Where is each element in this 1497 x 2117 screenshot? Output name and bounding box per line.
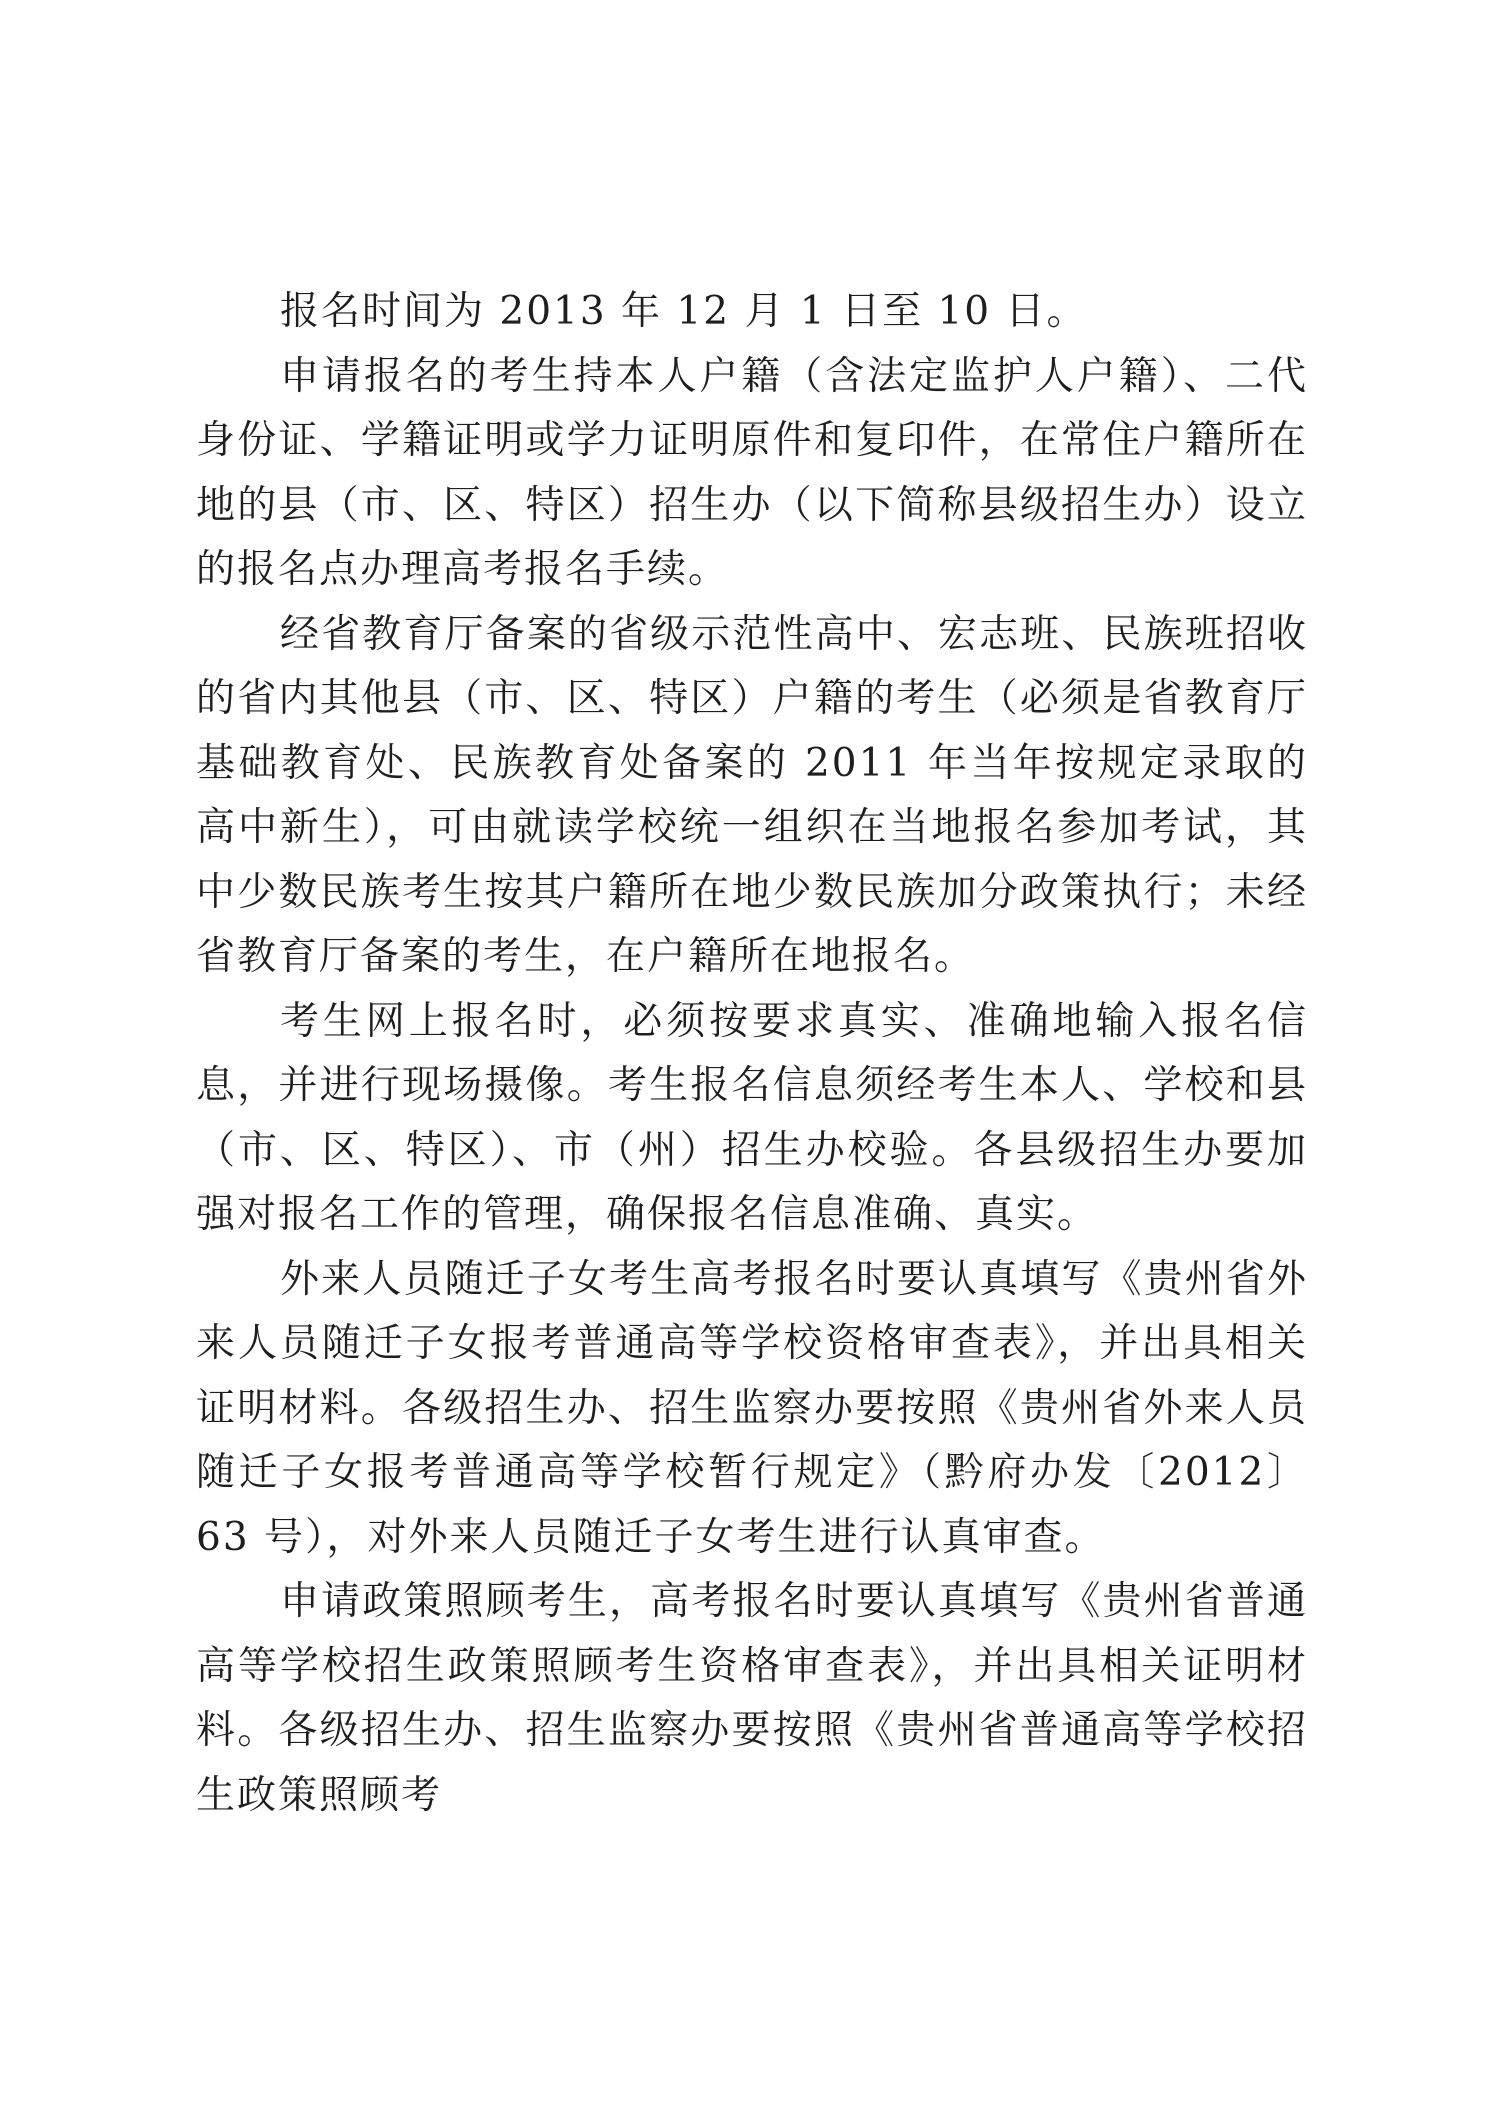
paragraph-registration-documents: 申请报名的考生持本人户籍（含法定监护人户籍）、二代身份证、学籍证明或学力证明原件和复印件，在常住户籍所在地的县（市、区、特区）招生办（以下简称县级招生办）设立的报名点办理高考报名手续。 (196, 353, 1308, 592)
body-text (196, 280, 1308, 1828)
paragraph-demonstration-school-students: 经省教育厅备案的省级示范性高中、宏志班、民族班招收的省内其他县（市、区、特区）户籍的考生（必须是省教育厅基础教育处、民族教育处备案的 2011 年当年按规定录取的高中新生），可由就读学校统一组织在当地报名参加考试，其中少数民族考生按其户籍所在地少数民族加分政策执行；未经省教育厅备案的考生，在户籍所在地报名。 (196, 611, 1308, 979)
paragraph-policy-care-applicants: 申请政策照顾考生，高考报名时要认真填写《贵州省普通高等学校招生政策照顾考生资格审查表》，并出具相关证明材料。各级招生办、招生监察办要按照《贵州省普通高等学校招生政策照顾考 (196, 1579, 1308, 1818)
paragraph-migrant-children: 外来人员随迁子女考生高考报名时要认真填写《贵州省外来人员随迁子女报考普通高等学校资格审查表》，并出具相关证明材料。各级招生办、招生监察办要按照《贵州省外来人员随迁子女报考普通高等学校暂行规定》（黔府办发〔2012〕63 号），对外来人员随迁子女考生进行认真审查。 (196, 1256, 1308, 1560)
paragraph-online-registration: 考生网上报名时，必须按要求真实、准确地输入报名信息，并进行现场摄像。考生报名信息须经考生本人、学校和县（市、区、特区）、市（州）招生办校验。各县级招生办要加强对报名工作的管理，确保报名信息准确、真实。 (196, 998, 1308, 1237)
paragraph-registration-time: 报名时间为 2013 年 12 月 1 日至 10 日。 (280, 289, 1088, 334)
